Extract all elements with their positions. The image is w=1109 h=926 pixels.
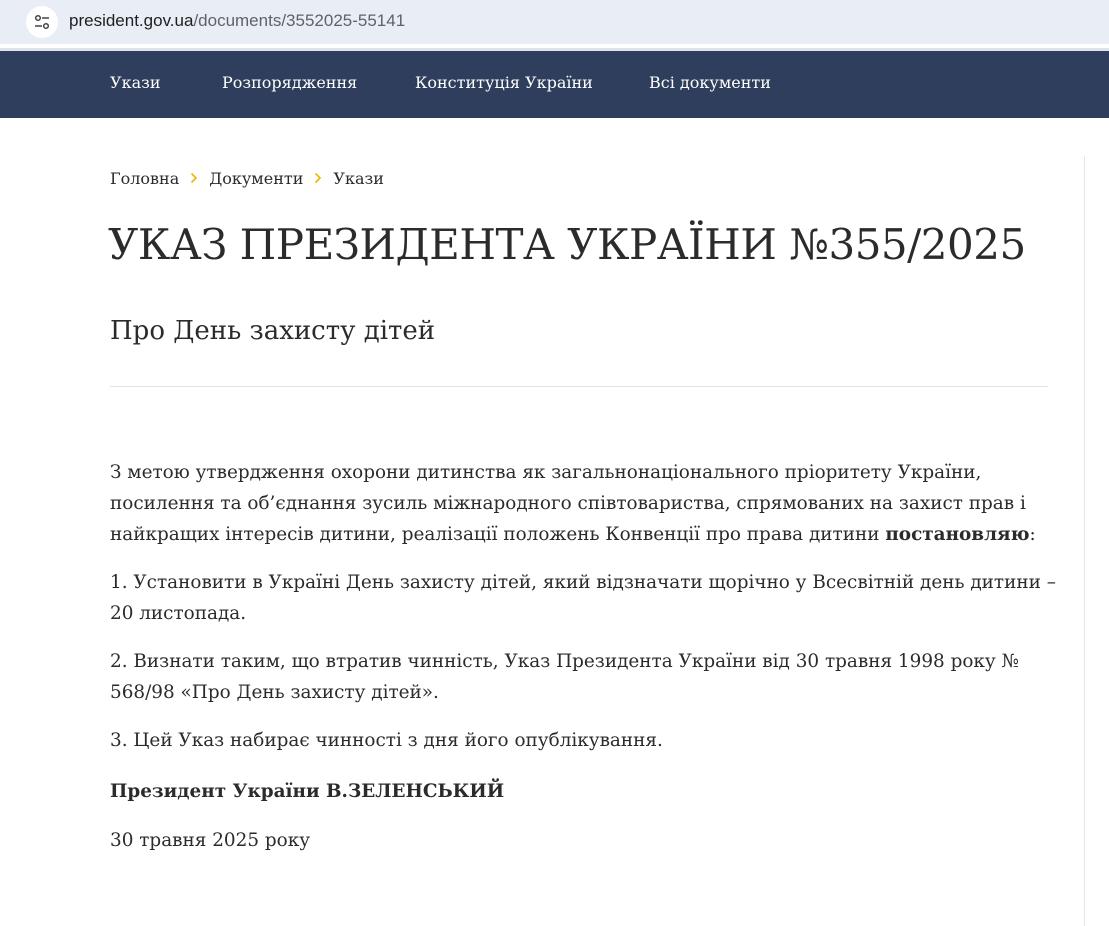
page-title: УКАЗ ПРЕЗИДЕНТА УКРАЇНИ №355/2025	[108, 220, 1026, 269]
nav-item-all-documents[interactable]: Всі документи	[649, 73, 771, 92]
preamble-text: З метою утвердження охорони дитинства як загальнонаціонального пріоритету України, посилення та об’єднання зусиль міжнародного співтовариства, спрямованих на захист прав і найкращих інтересів дитини, реалізації положень Конвенції про права дитини	[110, 462, 1026, 545]
breadcrumb-documents[interactable]: Документи	[209, 169, 304, 188]
address-bar[interactable]	[0, 0, 1109, 44]
decree-item-3: 3. Цей Указ набирає чинності з дня його опублікування.	[110, 730, 663, 751]
nav-item-rozporiadzhennia[interactable]: Розпорядження	[222, 73, 358, 92]
title-divider	[110, 386, 1048, 387]
document-subtitle: Про День захисту дітей	[110, 316, 436, 346]
document-body	[110, 457, 1060, 856]
breadcrumb-home[interactable]: Головна	[110, 169, 180, 188]
preamble-paragraph	[110, 457, 1060, 550]
nav-item-ukazy[interactable]: Укази	[110, 73, 161, 92]
decree-item-1: 1. Установити в Україні День захисту дітей, який відзначати щорічно у Всесвітній день дитини – 20 листопада.	[110, 572, 1056, 624]
url-path: /documents/3552025-55141	[193, 11, 406, 30]
signature: Президент України В.ЗЕЛЕНСЬКИЙ	[110, 781, 505, 802]
content-right-border	[1084, 156, 1085, 926]
nav-item-konstytutsiia[interactable]: Конституція України	[415, 73, 593, 92]
breadcrumb	[110, 169, 384, 188]
url-host: president.gov.ua	[69, 11, 194, 30]
url-text[interactable]	[69, 11, 405, 31]
main-nav	[0, 51, 1109, 118]
decree-item-2: 2. Визнати таким, що втратив чинність, Указ Президента України від 30 травня 1998 року № 568/98 «Про День захисту дітей».	[110, 651, 1019, 703]
decree-word: постановляю	[885, 524, 1030, 545]
breadcrumb-ukazy[interactable]: Укази	[333, 169, 384, 188]
chevron-right-icon	[179, 169, 209, 188]
document-date: 30 травня 2025 року	[110, 830, 311, 851]
decree-punct: :	[1029, 524, 1036, 545]
chevron-right-icon	[303, 169, 333, 188]
tune-icon	[33, 13, 51, 31]
site-info-button[interactable]	[26, 6, 58, 38]
